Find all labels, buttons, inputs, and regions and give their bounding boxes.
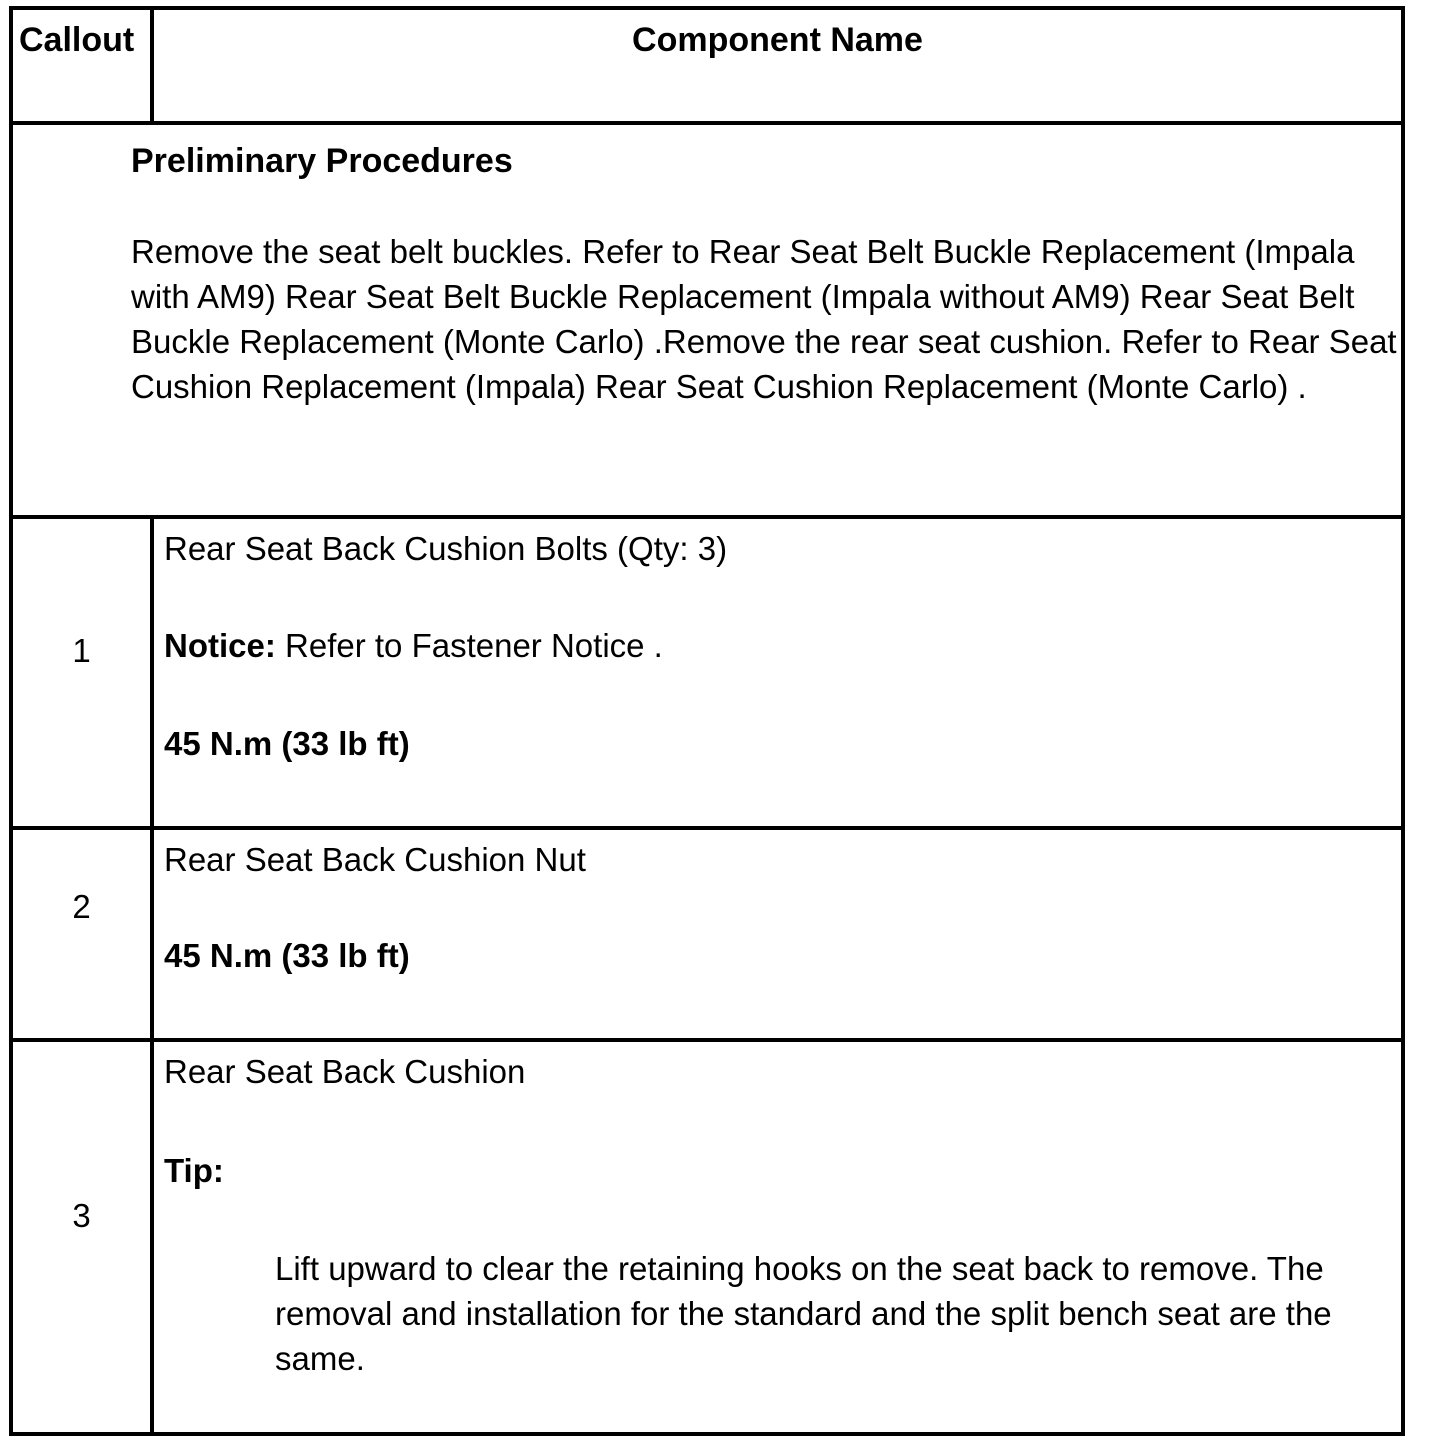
callout-cell [13,519,154,826]
torque-spec: 45 N.m (33 lb ft) [164,725,410,762]
component-cell [154,1042,1401,1432]
component-name: Rear Seat Back Cushion Bolts (Qty: 3) [164,530,728,567]
notice-label: Notice: [164,627,276,664]
callout-cell [13,830,154,1038]
table-row [13,1042,1401,1432]
table-header-row [13,10,1401,125]
header-name-cell [154,10,1401,121]
component-table [9,6,1405,1436]
table-row [13,830,1401,1042]
notice-text: Refer to Fastener Notice . [275,627,663,664]
torque-spec: 45 N.m (33 lb ft) [164,937,410,974]
callout-number: 3 [72,1197,91,1234]
table-row [13,519,1401,830]
component-cell [154,519,1401,826]
header-callout-cell [13,10,154,121]
callout-number: 2 [72,888,91,925]
notice-line [164,623,663,668]
header-callout: Callout [19,21,135,59]
preliminary-title: Preliminary Procedures [131,142,513,180]
preliminary-row [13,125,1401,519]
tip-text: Lift upward to clear the retaining hooks on the seat back to remove. The removal and installation for the standard and the split bench seat are the same. [275,1250,1332,1377]
callout-cell [13,1042,154,1432]
component-cell [154,830,1401,1038]
component-name: Rear Seat Back Cushion Nut [164,841,586,878]
preliminary-text: Remove the seat belt buckles. Refer to Rear Seat Belt Buckle Replacement (Impala with AM9) Rear Seat Belt Buckle Replacement (Impala without AM9) Rear Seat Belt Buckle Replacement (Monte Carlo) .Remove the rear seat cushion. Refer to Rear Seat Cushion Replacement (Impala) Rear Seat Cushion Replacement (Monte Carlo) . [131,233,1397,405]
header-component-name: Component Name [632,21,923,59]
callout-number: 1 [72,632,91,669]
tip-label: Tip: [164,1152,224,1189]
component-name: Rear Seat Back Cushion [164,1053,526,1090]
